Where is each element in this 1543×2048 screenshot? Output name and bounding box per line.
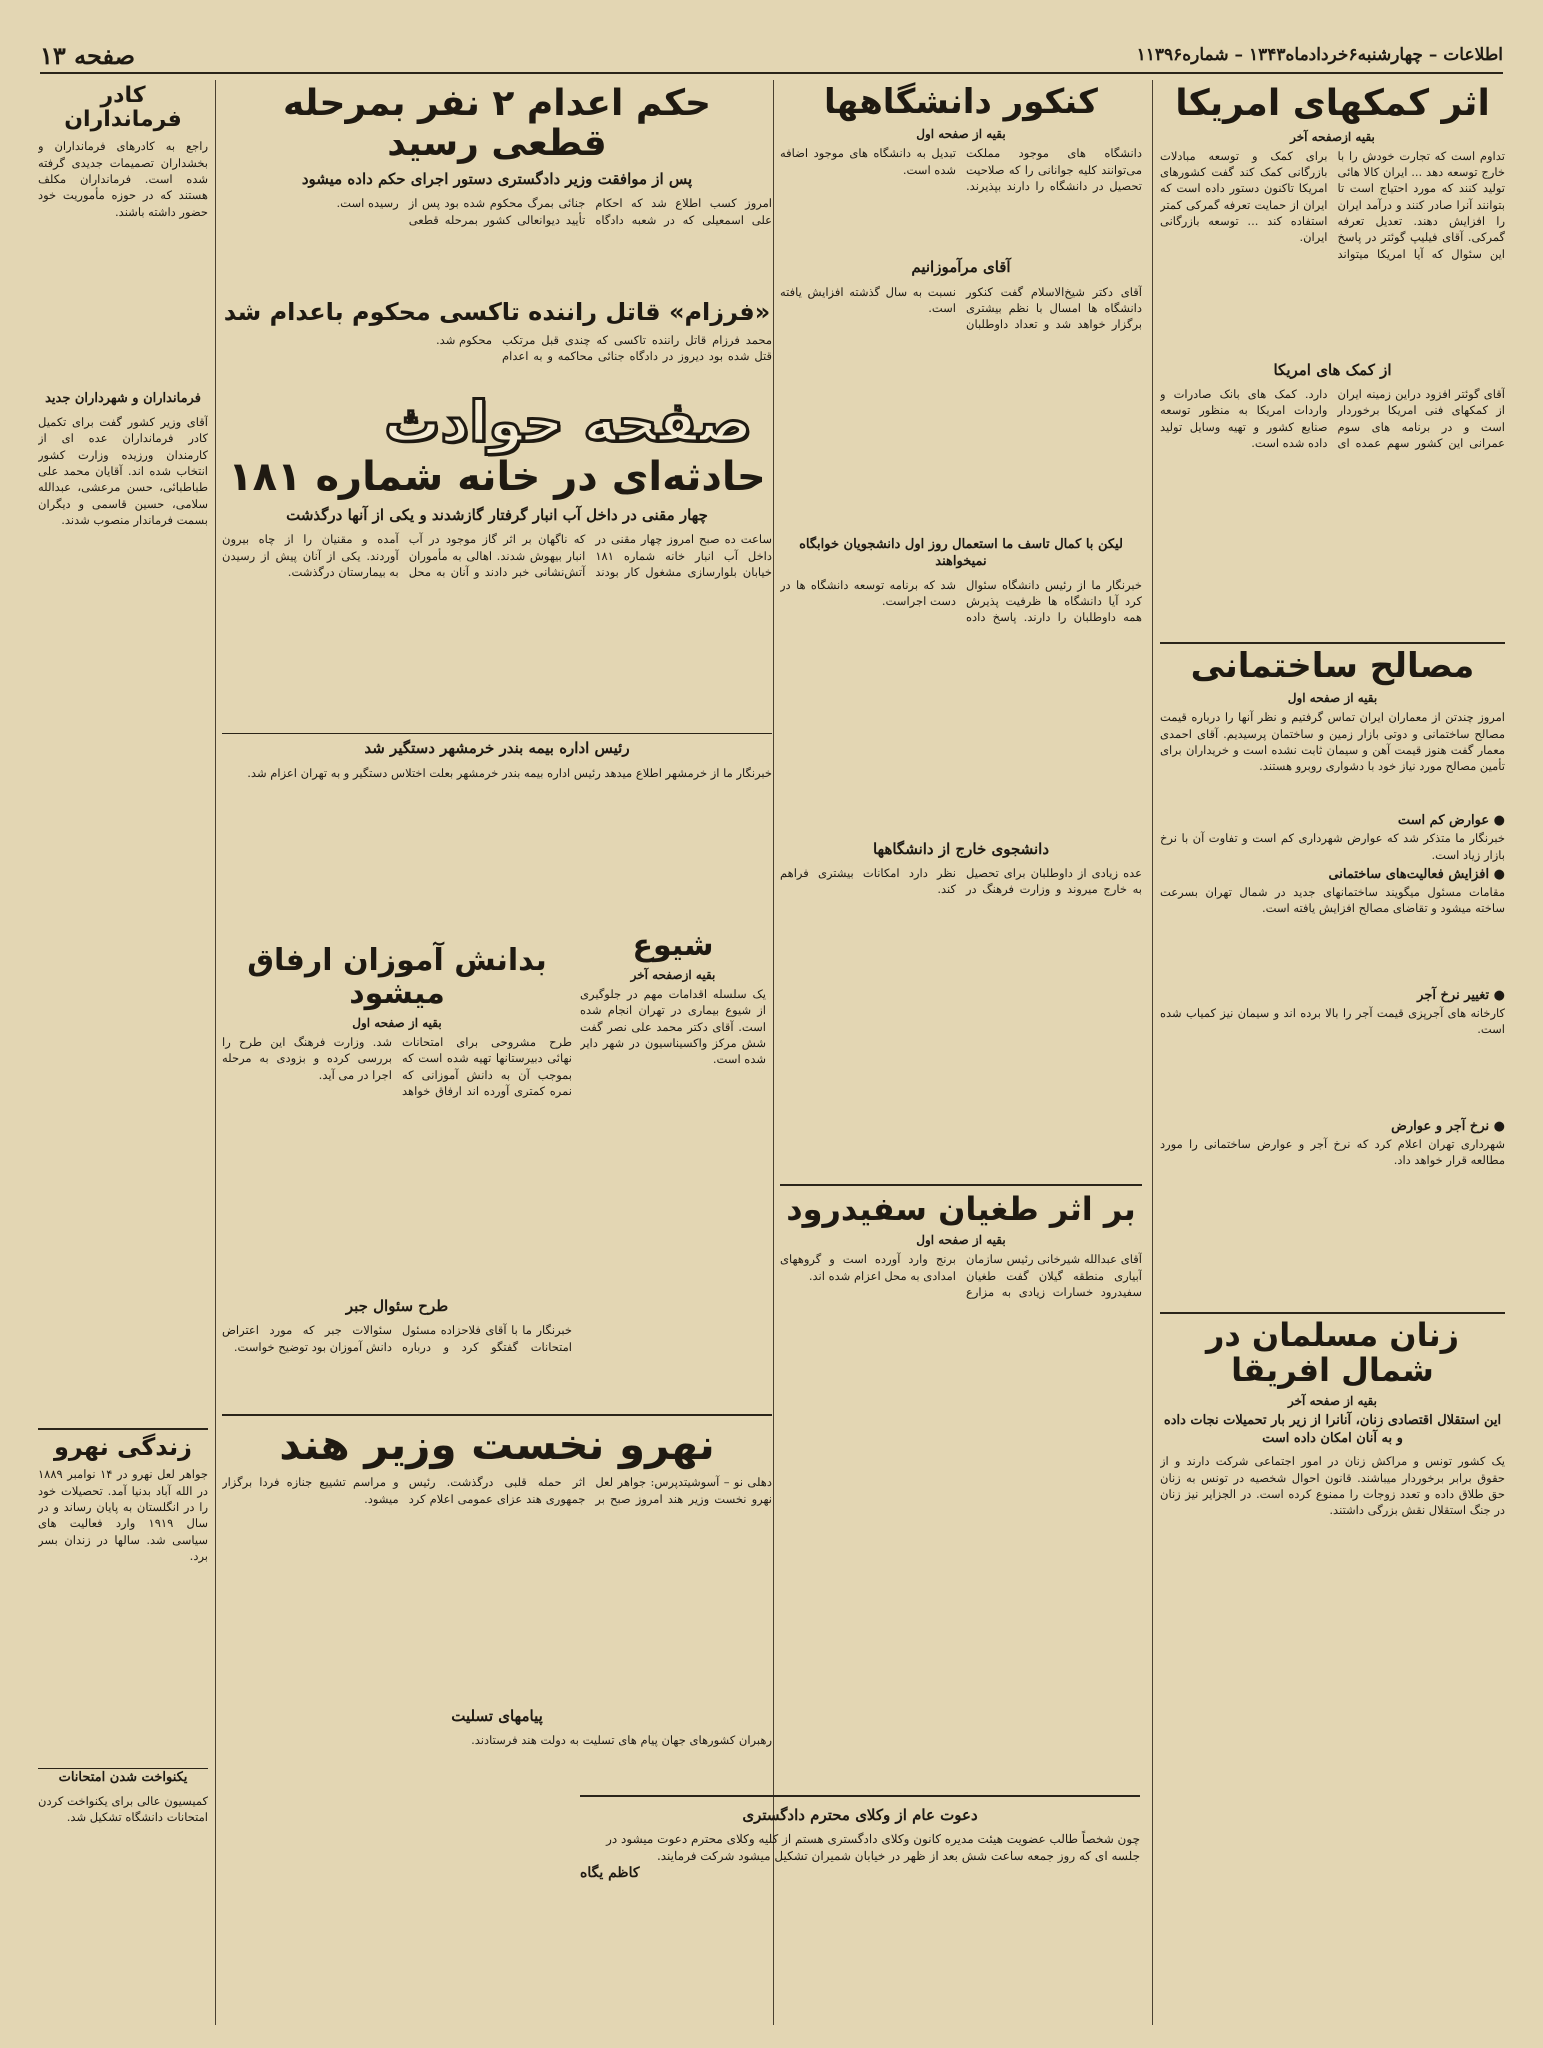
subhead: آقای مرآموزانیم	[911, 258, 1011, 277]
article-body: امروز کسب اطلاع شد که احکام علی اسمعیلی که در شعبه دادگاه جنائی بمرگ محکوم شده بود پس از تأیید دیوانعالی کشور بمرحله قطعی رسیده است.	[336, 196, 772, 227]
column-rule	[215, 80, 216, 2025]
headline-muslim-women: زنان مسلمان در شمال افریقا	[1205, 1315, 1460, 1390]
subhead: این استقلال اقتصادی زنان، آنانرا از زیر بار تحمیلات نجات داده و به آنان امکان داده است	[1163, 1413, 1502, 1446]
headline-nehru: نهرو نخست وزیر هند	[222, 1414, 772, 1468]
subhead: چهار مقنی در داخل آب انبار گرفتار گازشدند و یکی از آنها درگذشت	[286, 506, 708, 524]
column-rule	[773, 80, 774, 2025]
article-body: آقای عبدالله شیرخانی رئیس سازمان آبیاری منطقه گیلان گفت طغیان سفیدرود خسارات زیادی به مزارع برنج وارد آورده است و گروههای امدادی به محل اعزام شده اند.	[780, 1252, 1142, 1299]
continuation-note: بقیه ازصفحه آخر	[630, 968, 716, 982]
column-usaid	[1160, 80, 1505, 2025]
article-body: خبرنگار ما از خرمشهر اطلاع میدهد رئیس اداره بیمه بندر خرمشهر بعلت اختلاس دستگیر و به تهران اعزام شد.	[247, 765, 772, 780]
article-body: دهلی نو – آسوشیتدپرس: جواهر لعل نهرو نخست وزیر هند امروز صبح بر اثر حمله قلبی درگذشت. رئیس جمهوری هند عزای عمومی اعلام کرد و مراسم تشییع جنازه فردا برگزار میشود.	[222, 1475, 772, 1506]
subhead: لیکن با کمال تاسف ما استعمال روز اول دانشجویان خوابگاه نمیخواهند	[799, 536, 1123, 570]
bullet-heading: ● افزایش فعالیت‌های ساختمانی	[1328, 866, 1505, 882]
column-incidents	[222, 395, 772, 935]
continuation-note: بقیه از صفحه اول	[916, 127, 1006, 142]
column-governors	[38, 80, 208, 2025]
continuation-note: بقیه از صفحه اول	[352, 1016, 442, 1030]
column-students	[222, 940, 572, 1410]
headline-outbreak: شیوع	[632, 928, 714, 963]
article-body: محمد فرزام قاتل راننده تاکسی که چندی قبل مرتکب قتل شده بود دیروز در دادگاه جنائی محاکمه و به اعدام محکوم شد.	[436, 332, 772, 364]
subhead: دانشجوی خارج از دانشگاهها	[872, 839, 1050, 858]
continuation-note: بقیه از صفحه آخر	[1288, 1394, 1377, 1409]
article-body: دانشگاه های موجود مملکت می‌توانند کلیه جوانانی را که صلاحیت تحصیل در دانشگاه را دارند بپذیرند. تبدیل به دانشگاه های موجود اضافه شده است.	[780, 146, 1142, 194]
headline-nehru-life: زندگی نهرو	[38, 1428, 208, 1460]
headline-farzam: «فرزام» قاتل راننده تاکسی محکوم باعدام شد	[223, 298, 771, 327]
continuation-note: بقیه ازصفحه آخر	[1290, 129, 1375, 144]
subhead-khorramshahr: رئیس اداره بیمه بندر خرمشهر دستگیر شد	[222, 733, 772, 758]
subhead: یکنواخت شدن امتحانات	[38, 1768, 208, 1787]
headline-konkur: کنکور دانشگاهها	[824, 82, 1098, 122]
continuation-note: بقیه از صفحه اول	[1287, 691, 1378, 706]
headline-us-aid: اثر کمکهای امریکا	[1175, 83, 1490, 124]
article-body: کمیسیون عالی برای یکنواخت کردن امتحانات دانشگاه تشکیل شد.	[38, 1793, 208, 1825]
article-body: رهبران کشورهای جهان پیام های تسلیت به دولت هند فرستادند.	[471, 1733, 772, 1748]
article-body: شهرداری تهران اعلام کرد که نرخ آجر و عوارض ساختمانی را مورد مطالعه قرار خواهد داد.	[1160, 1136, 1505, 1168]
notice-signature: کاظم یگاه	[580, 1865, 640, 1882]
headline-building-materials: مصالح ساختمانی	[1190, 645, 1475, 686]
article-body: عده زیادی از داوطلبان برای تحصیل به خارج میروند و وزارت فرهنگ در نظر دارد امکانات بیشتری فراهم کند.	[780, 865, 1142, 897]
article-body: ساعت ده صبح امروز چهار مقنی در داخل آب انبار خانه شماره ۱۸۱ خیابان بلوارسازی مشغول کار بودند که ناگهان بر اثر گاز موجود در آب انبار بیهوش شدند. اهالی به مأموران آتش‌نشانی خبر دادند و آنان به محل آمده و مقنیان را از چاه بیرون آوردند. یکی از آنان پیش از رسیدن به بیمارستان درگذشت.	[222, 532, 772, 579]
bullet-heading: ● عوارض کم است	[1397, 813, 1505, 829]
headline-house-181: حادثه‌ای در خانه شماره ۱۸۱	[228, 454, 766, 500]
article-body: جواهر لعل نهرو در ۱۴ نوامبر ۱۸۸۹ در الله آباد بدنیا آمد. تحصیلات خود را در انگلستان به پایان رساند و در سال ۱۹۱۹ وارد فعالیت های سیاسی شد. سالها در زندان بسر برد.	[38, 1467, 208, 1563]
bullet-heading: ● تغییر نرخ آجر	[1417, 987, 1505, 1003]
article-body: خبرنگار ما از رئیس دانشگاه سئوال کرد آیا دانشگاه ها ظرفیت پذیرش همه داوطلبان را دارند. پاسخ داده شد که برنامه توسعه دانشگاه ها در دست اجراست.	[780, 577, 1142, 625]
article-body: یک سلسله اقدامات مهم در جلوگیری از شیوع بیماری در تهران انجام شده است. آقای دکتر محمد علی نصر گفت شش مرکز واکسیناسیون در شهر دایر شده است.	[580, 987, 766, 1067]
article-body: تداوم است که تجارت خودش را با خارج توسعه دهد ... ایران کالا هائی تولید کنند که مورد احتیاج است تا بتوانند آنرا صادر کنند و درآمد ایران را افزایش دهند. تعدیل تعرفه گمرکی. آقای فیلیپ گوئتر در پاسخ این سئوال که آیا امریکا میتواند برای کمک و توسعه مبادلات بازرگانی کمک کند گفت کشورهای امریکا تاکنون دستور داده است که ایران از حمایت تعرفه گمرکی کمتر استفاده کند ... توسعه بازرگانی ایران.	[1160, 148, 1505, 261]
column-sefidrud	[780, 1180, 1142, 1780]
article-body: راجع به کادرهای فرمانداران و بخشداران تصمیمات جدیدی گرفته شده است. فرمانداران مکلف هستند که در حوزه مأموریت خود حضور داشته باشند.	[38, 139, 208, 219]
subhead: پس از موافقت وزیر دادگستری دستور اجرای حکم داده میشود	[301, 170, 693, 189]
bullet-heading: ● نرخ آجر و عوارض	[1391, 1118, 1505, 1134]
notice-lawyers	[580, 1795, 1140, 2027]
subhead: پیامهای تسلیت	[451, 1707, 543, 1726]
notice-body: چون شخصاً طالب عضویت هیئت مدیره کانون وکلای دادگستری هستم از کلیه وکلای محترم دعوت میشود در جلسه ای که روز جمعه ساعت شش بعد از ظهر در خیابان شمیران تشکیل میشود شرکت فرمایند.	[606, 1832, 1140, 1864]
column-nehru	[222, 1410, 772, 1790]
article-body: طرح مشروحی برای امتحانات نهائی دبیرستانها تهیه شده است که بموجب آن به دانش آموزانی که نمره کمتری آورده اند ارفاق خواهد شد. وزارت فرهنگ این طرح را بررسی کرده و بزودی به مرحله اجرا در می آید.	[222, 1035, 572, 1098]
subhead: فرمانداران و شهرداران جدید	[45, 391, 201, 407]
headline-students: بدانش آموزان ارفاق میشود	[247, 943, 547, 1011]
article-body: کارخانه های آجرپزی قیمت آجر را بالا برده اند و سیمان نیز کمیاب شده است.	[1160, 1005, 1505, 1037]
masthead	[40, 38, 1503, 74]
subhead: طرح سئوال جبر	[345, 1297, 449, 1315]
article-body: آقای گوئتر افزود دراین زمینه ایران از کمکهای فنی امریکا برخوردار است و در برنامه های سوم عمرانی این کشور سهم عمده ای دارد. کمک های بانک صادرات و واردات امریکا به منظور توسعه صنایع کشور و تهیه وسایل تولید داده شده است.	[1160, 386, 1505, 450]
column-outbreak	[580, 925, 766, 1175]
article-body: امروز چندتن از معماران ایران تماس گرفتیم و نظر آنها را درباره قیمت مصالح ساختمانی و دوتی بازار زمین و ساختمان پرسیدیم. آقای احمدی معمار گفت هنوز قیمت آهن و سیمان ثابت نشده است و خریداران برای تأمین مصالح مورد نیاز خود با دشواری روبرو هستند.	[1160, 710, 1505, 774]
article-body: خبرنگار ما متذکر شد که عوارض شهرداری کم است و تفاوت آن با نرخ بازار زیاد است.	[1160, 831, 1505, 862]
article-body: خبرنگار ما با آقای فلاحزاده مسئول امتحانات گفتگو کرد و درباره سئوالات جبر که مورد اعتراض دانش آموزان بود توضیح خواست.	[222, 1323, 572, 1354]
headline-governors: کادر فرمانداران	[64, 83, 182, 133]
article-body: مقامات مسئول میگویند ساختمانهای جدید در شمال تهران بسرعت ساخته میشود و تقاضای مصالح افزایش یافته است.	[1160, 884, 1505, 916]
continuation-note: بقیه از صفحه اول	[916, 1233, 1006, 1248]
section-logo-incidents: صفحه حوادث	[384, 395, 752, 455]
subhead: از کمک های امریکا	[1273, 360, 1392, 379]
headline-sefidrud: بر اثر طغیان سفیدرود	[780, 1184, 1142, 1227]
masthead-date: اطلاعات – چهارشنبه۶خردادماه۱۳۴۳ – شماره۱۱۳۹۶	[1136, 45, 1503, 65]
article-body: آقای دکتر شیخ‌الاسلام گفت کنکور دانشگاه ها امسال با نظم بیشتری برگزار خواهد شد و تعداد داوطلبان نسبت به سال گذشته افزایش یافته است.	[780, 284, 1142, 332]
notice-title: دعوت عام از وکلای محترم دادگستری	[742, 1806, 978, 1824]
headline-execution: حکم اعدام ۲ نفر بمرحله قطعی رسید	[282, 83, 712, 164]
article-body: آقای وزیر کشور گفت برای تکمیل کادر فرمانداران عده ای از کارمندان ورزیده وزارت کشور انتخاب شده اند. آقایان محمد علی طباطبائی، حسن مرعشی، عبدالله سلامی، حسین قاسمی و دیگران بسمت فرماندار منصوب شدند.	[38, 414, 208, 527]
page-number: صفحه ۱۳	[40, 40, 136, 70]
article-body: یک کشور تونس و مراکش زنان در امور اجتماعی شرکت دارند و از حقوق برابر برخوردار میباشند. قانون احوال شخصیه در تونس به زنان حق طلاق داده و تعدد زوجات را ممنوع کرده است. در الجزایر نیز زنان در جنگ استقلال نقش بزرگی داشتند.	[1160, 1454, 1505, 1518]
column-rule	[1152, 80, 1153, 2025]
